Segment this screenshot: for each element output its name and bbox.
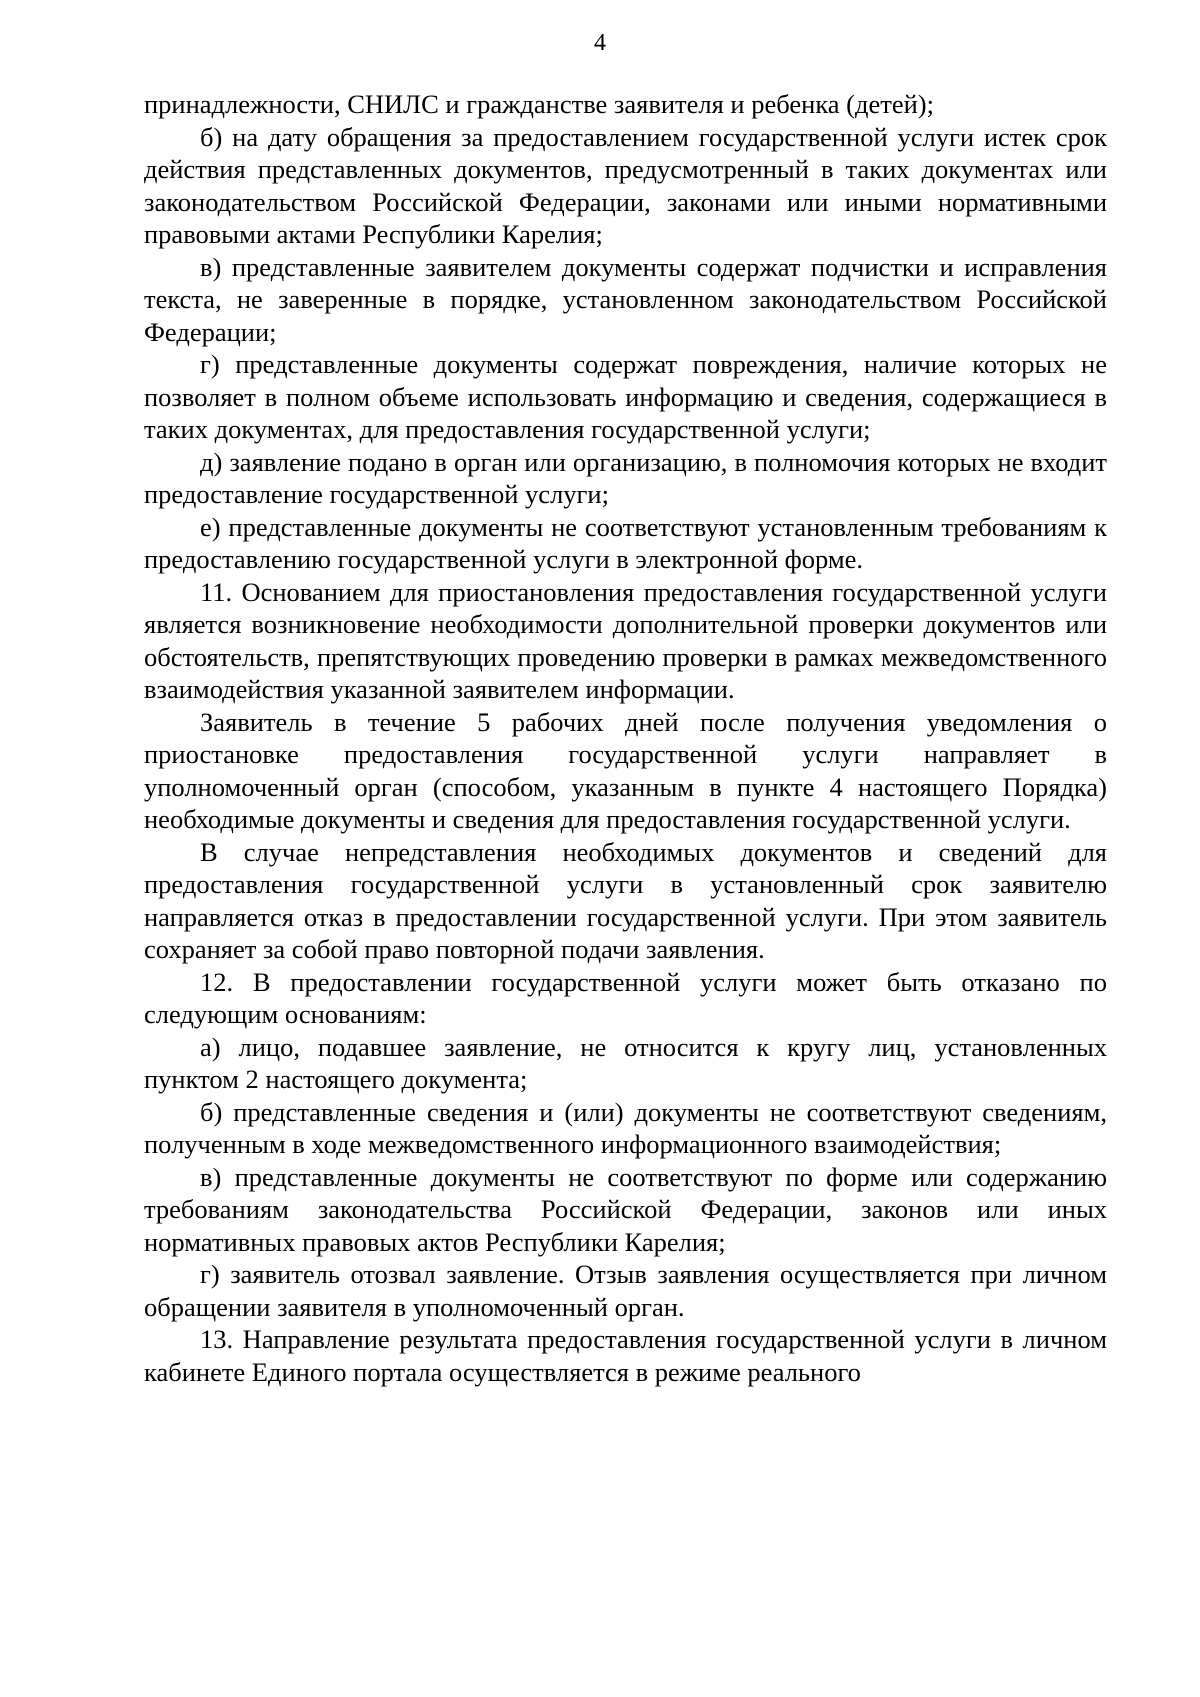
paragraph-item-d-wrong-organ: д) заявление подано в орган или организацию, в полномочия которых не входит предоставление государственной услуги; — [144, 446, 1107, 509]
paragraph-item-v-erasures: в) представленные заявителем документы содержат подчистки и исправления текста, не заверенные в порядке, установленном законодательством Российской Федерации; — [144, 251, 1107, 347]
paragraph-non-submission: В случае непредставления необходимых документов и сведений для предоставления государственной услуги в установленный срок заявителю направляется отказ в предоставлении государственной услуги. При этом заявитель сохраняет за собой право повторной подачи заявления. — [144, 836, 1107, 964]
page-number: 4 — [594, 30, 606, 56]
paragraph-item-b-mismatch: б) представленные сведения и (или) документы не соответствуют сведениям, полученным в ходе межведомственного информационного взаимодействия; — [144, 1096, 1107, 1159]
paragraph-applicant-deadline: Заявитель в течение 5 рабочих дней после получения уведомления о приостановке предоставления государственной услуги направляет в уполномоченный орган (способом, указанным в пункте 4 настоящего Порядка) необходимые документы и сведения для предоставления государственной услуги. — [144, 706, 1107, 834]
paragraph-item-g-damage: г) представленные документы содержат повреждения, наличие которых не позволяет в полном объеме использовать информацию и сведения, содержащиеся в таких документах, для предоставления государственной услуги; — [144, 349, 1107, 444]
paragraph-item-g-withdrawn: г) заявитель отозвал заявление. Отзыв заявления осуществляется при личном обращении заявителя в уполномоченный орган. — [144, 1259, 1107, 1322]
paragraph-item-v-form-mismatch: в) представленные документы не соответствуют по форме или содержанию требованиям законодательства Российской Федерации, законов или иных нормативных правовых актов Республики Карелия; — [144, 1161, 1107, 1257]
paragraph-item-b-expired: б) на дату обращения за предоставлением государственной услуги истек срок действия представленных документов, предусмотренный в таких документах или законодательством Российской Федерации, законами или иными нормативными правовыми актами Республики Карелия; — [144, 121, 1107, 249]
document-body — [144, 88, 1107, 1388]
paragraph-continuation: принадлежности, СНИЛС и гражданстве заявителя и ребенка (детей); — [144, 89, 934, 119]
paragraph-item-e-electronic-form: е) представленные документы не соответствуют установленным требованиям к предоставлению государственной услуги в электронной форме. — [144, 511, 1107, 574]
paragraph-item-a-not-eligible: а) лицо, подавшее заявление, не относится к кругу лиц, установленных пунктом 2 настоящего документа; — [144, 1031, 1107, 1094]
paragraph-section-11: 11. Основанием для приостановления предоставления государственной услуги является возникновение необходимости дополнительной проверки документов или обстоятельств, препятствующих проведению проверки в рамках межведомственного взаимодействия указанной заявителем информации. — [144, 576, 1107, 704]
paragraph-section-12: 12. В предоставлении государственной услуги может быть отказано по следующим основаниям: — [144, 966, 1107, 1029]
paragraph-section-13: 13. Направление результата предоставления государственной услуги в личном кабинете Единого портала осуществляется в режиме реального — [144, 1324, 1107, 1387]
